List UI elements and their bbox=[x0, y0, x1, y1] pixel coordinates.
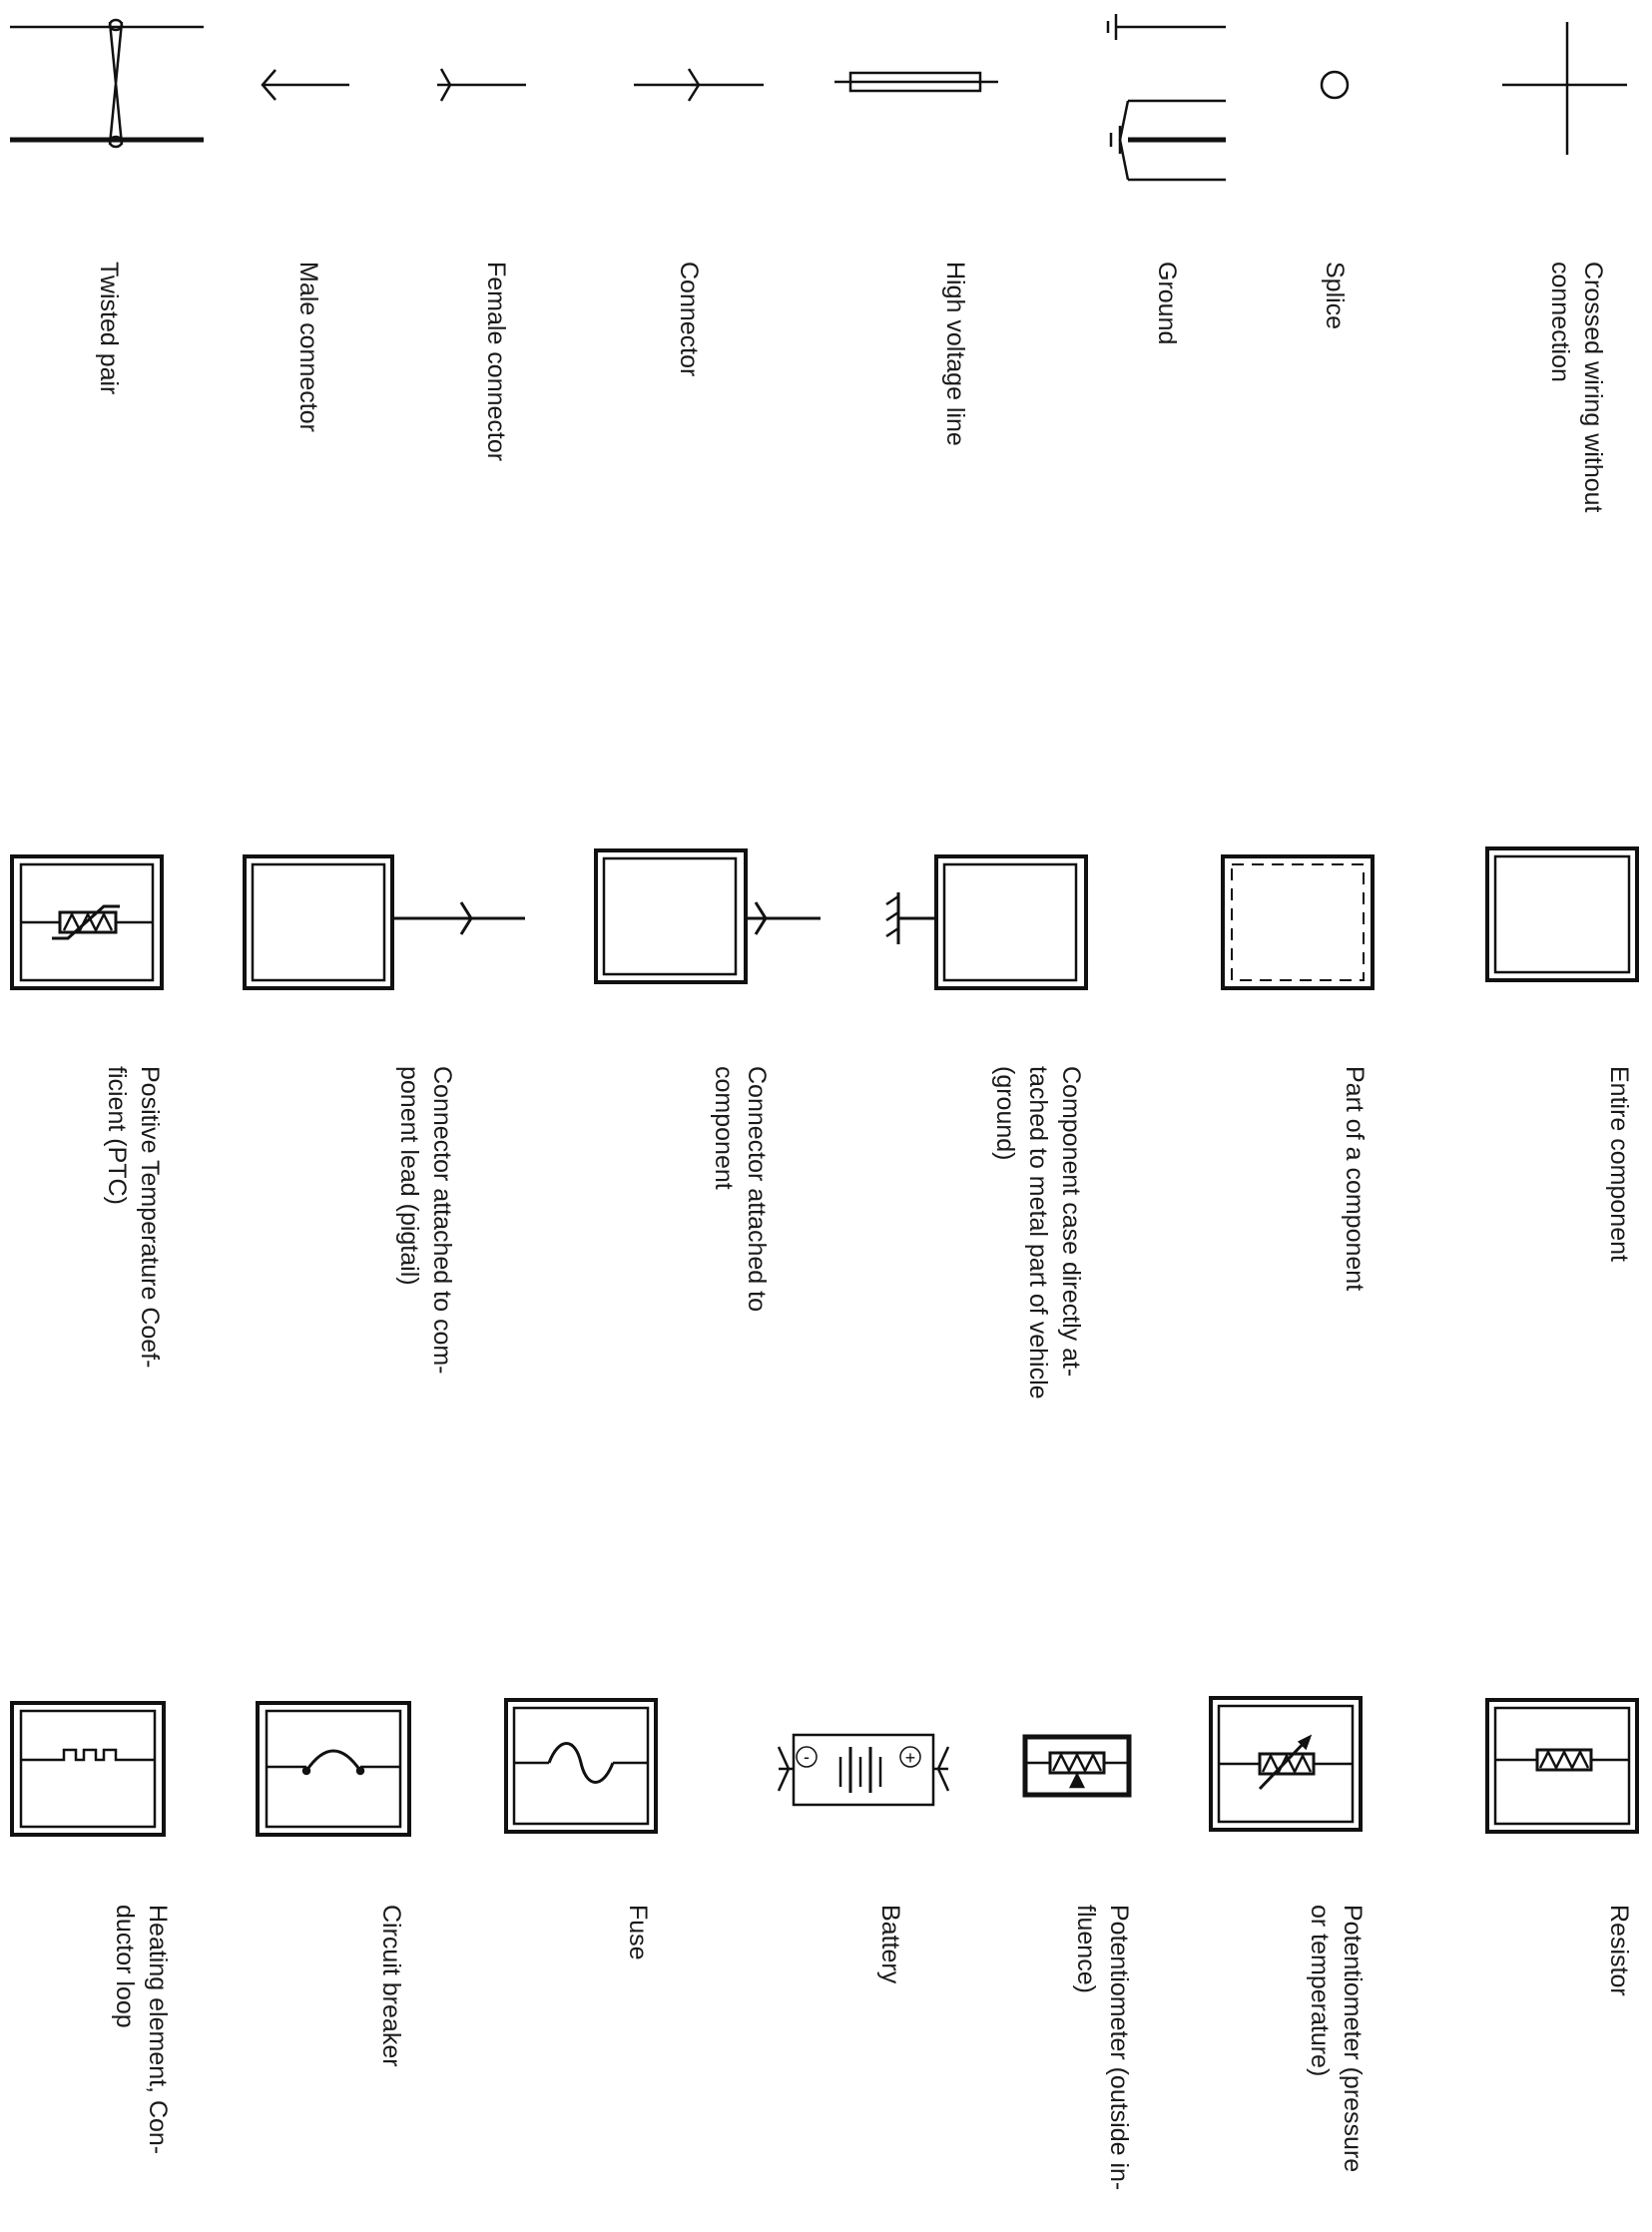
twisted-pair-symbol bbox=[10, 20, 204, 147]
label-component-case-ground: Component case directly at- tached to metal part of vehicle (ground) bbox=[991, 1066, 1085, 1399]
connector-component-symbol bbox=[596, 850, 821, 982]
label-male-connector: Male connector bbox=[294, 262, 322, 432]
high-voltage-line-symbol bbox=[834, 73, 998, 91]
potentiometer-outside-symbol bbox=[1025, 1737, 1129, 1795]
component-case-ground-symbol bbox=[886, 856, 1086, 988]
connector-pigtail-symbol bbox=[245, 856, 525, 988]
label-high-voltage-line: High voltage line bbox=[941, 262, 969, 446]
battery-minus-mark: - bbox=[804, 1747, 810, 1767]
label-connector-pigtail: Connector attached to com- ponent lead (pigtail) bbox=[395, 1066, 456, 1375]
label-battery: Battery bbox=[876, 1905, 904, 1984]
female-connector-symbol bbox=[437, 69, 526, 101]
ground-symbol bbox=[1108, 14, 1226, 180]
heating-element-symbol bbox=[12, 1703, 164, 1835]
battery-symbol bbox=[779, 1735, 948, 1805]
label-potentiometer-pressure: Potentiometer (pressure or temperature) bbox=[1306, 1905, 1367, 2173]
label-ptc: Positive Temperature Coef- ficient (PTC) bbox=[103, 1066, 164, 1369]
crossed-wiring-symbol bbox=[1502, 22, 1627, 155]
part-of-component-symbol bbox=[1223, 856, 1373, 988]
label-crossed-wiring: Crossed wiring without connection bbox=[1546, 262, 1607, 513]
male-connector-symbol bbox=[263, 70, 349, 100]
ptc-symbol bbox=[12, 856, 162, 988]
label-splice: Splice bbox=[1321, 262, 1349, 330]
resistor-symbol bbox=[1487, 1700, 1637, 1832]
entire-component-symbol bbox=[1487, 848, 1637, 980]
label-twisted-pair: Twisted pair bbox=[95, 262, 123, 395]
label-part-of-component: Part of a component bbox=[1341, 1066, 1369, 1292]
circuit-breaker-symbol bbox=[258, 1703, 409, 1835]
label-circuit-breaker: Circuit breaker bbox=[377, 1905, 405, 2067]
splice-symbol bbox=[1322, 72, 1348, 98]
label-connector: Connector bbox=[675, 262, 703, 377]
label-heating-element: Heating element, Con- ductor loop bbox=[111, 1905, 172, 2155]
battery-plus-mark: + bbox=[904, 1748, 916, 1768]
potentiometer-pressure-symbol bbox=[1211, 1698, 1361, 1830]
label-connector-component: Connector attached to component bbox=[710, 1066, 771, 1312]
label-female-connector: Female connector bbox=[482, 262, 510, 462]
label-ground: Ground bbox=[1153, 262, 1181, 345]
fuse-symbol bbox=[506, 1700, 656, 1832]
connector-symbol bbox=[634, 69, 764, 101]
label-fuse: Fuse bbox=[624, 1905, 652, 1960]
label-potentiometer-outside: Potentiometer (outside in- fluence) bbox=[1072, 1905, 1133, 2191]
label-resistor: Resistor bbox=[1605, 1905, 1633, 1996]
label-entire-component: Entire component bbox=[1605, 1066, 1633, 1262]
